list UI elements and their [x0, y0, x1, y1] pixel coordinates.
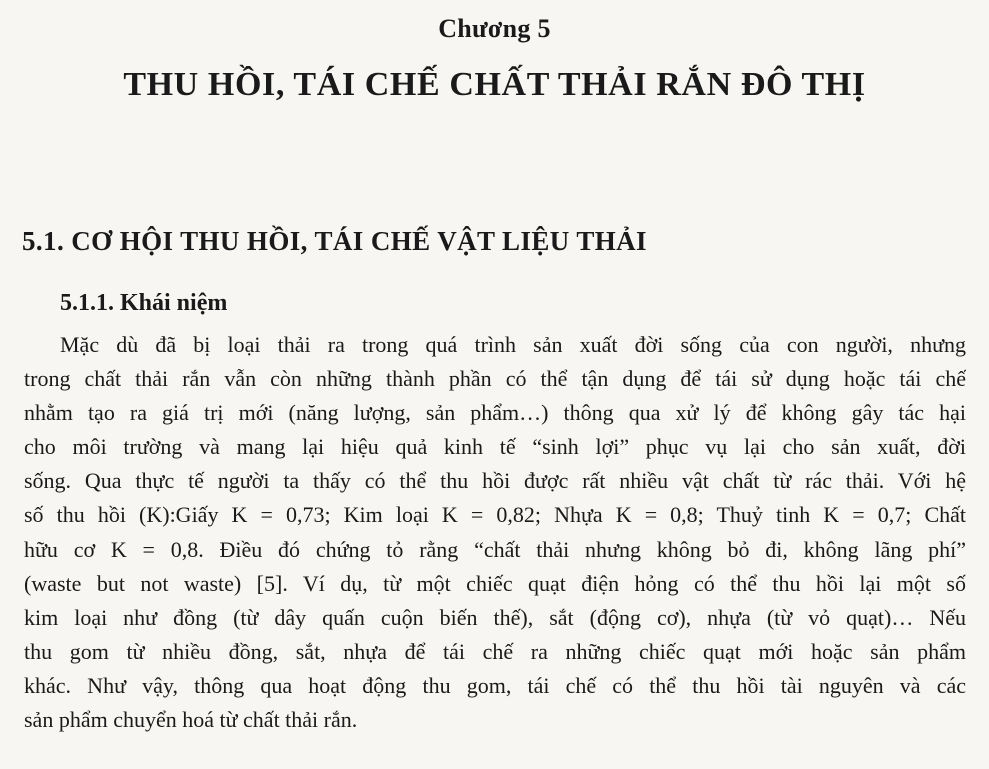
- chapter-title: THU HỒI, TÁI CHẾ CHẤT THẢI RẮN ĐÔ THỊ: [123, 66, 866, 103]
- section-heading: 5.1. CƠ HỘI THU HỒI, TÁI CHẾ VẬT LIỆU THẢI: [22, 226, 647, 256]
- paragraph-line: thu gom từ nhiều đồng, sắt, nhựa để tái chế ra những chiếc quạt mới hoặc sản phẩm: [24, 638, 966, 664]
- paragraph-line: Mặc dù đã bị loại thải ra trong quá trình sản xuất đời sống của con người, nhưng: [60, 332, 966, 357]
- paragraph-line: khác. Như vậy, thông qua hoạt động thu gom, tái chế có thể thu hồi tài nguyên và các: [24, 672, 966, 698]
- paragraph-line: kim loại như đồng (từ dây quấn cuộn biến thế), sắt (động cơ), nhựa (từ vỏ quạt)… Nếu: [24, 604, 966, 630]
- subsection-heading: 5.1.1. Khái niệm: [60, 290, 228, 316]
- body-paragraph: [24, 328, 966, 737]
- chapter-label: Chương 5: [438, 14, 551, 43]
- paragraph-line: nhằm tạo ra giá trị mới (năng lượng, sản phẩm…) thông qua xử lý để không gây tác hại: [24, 400, 966, 426]
- paragraph-line: sản phẩm chuyển hoá từ chất thải rắn.: [24, 707, 358, 733]
- paragraph-line: cho môi trường và mang lại hiệu quả kinh tế “sinh lợi” phục vụ lại cho sản xuất, đời: [24, 434, 966, 460]
- paragraph-line: số thu hồi (K):Giấy K = 0,73; Kim loại K = 0,82; Nhựa K = 0,8; Thuỷ tinh K = 0,7; Chất: [24, 502, 966, 528]
- paragraph-line: trong chất thải rắn vẫn còn những thành phần có thể tận dụng để tái sử dụng hoặc tái chế: [24, 366, 966, 392]
- paragraph-line: (waste but not waste) [5]. Ví dụ, từ một chiếc quạt điện hỏng có thể thu hồi lại một số: [24, 570, 966, 596]
- paragraph-line: hữu cơ K = 0,8. Điều đó chứng tỏ rằng “chất thải nhưng không bỏ đi, không lãng phí”: [24, 536, 966, 562]
- paragraph-line: sống. Qua thực tế người ta thấy có thể thu hồi được rất nhiều vật chất từ rác thải. Với hệ: [24, 468, 966, 494]
